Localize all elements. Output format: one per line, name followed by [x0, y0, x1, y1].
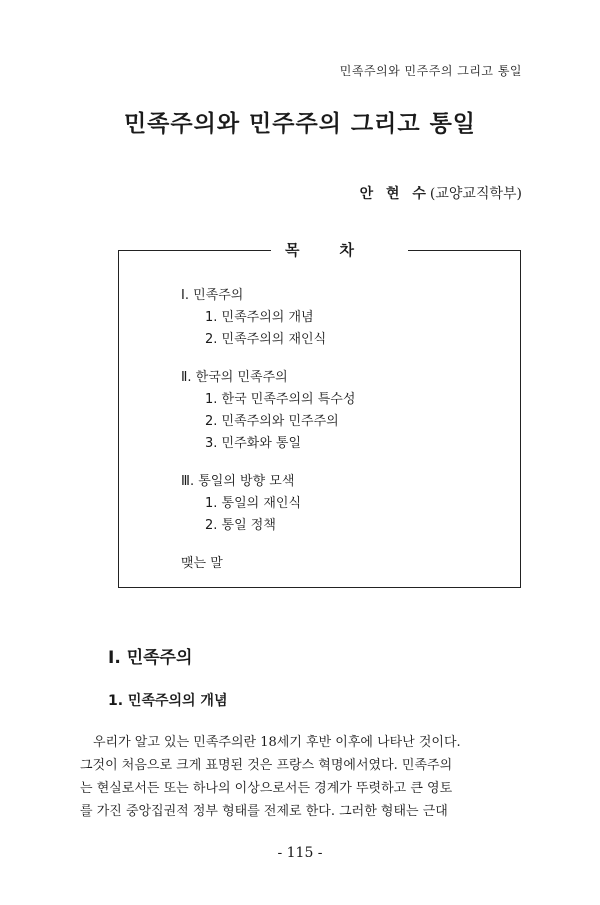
body-line: 는 현실로서든 또는 하나의 이상으로서든 경계가 뚜렷하고 큰 영토	[80, 781, 453, 796]
toc-heading	[119, 239, 520, 260]
toc-item: 2. 통일 정책	[205, 518, 276, 533]
toc-section	[181, 367, 355, 455]
toc-item: 3. 민주화와 통일	[205, 436, 302, 451]
toc-list	[181, 285, 355, 591]
subsection-heading: 1. 민족주의의 개념	[108, 693, 228, 709]
body-line: 우리가 알고 있는 민족주의란 18세기 후반 이후에 나타난 것이다.	[93, 735, 461, 750]
body-paragraph	[80, 731, 522, 823]
author-name: 안 현 수	[359, 186, 430, 202]
toc-item: 2. 민족주의와 민주주의	[205, 414, 339, 429]
toc-item: 1. 한국 민족주의의 특수성	[205, 392, 356, 407]
body-line: 를 가진 중앙집권적 정부 형태를 전제로 한다. 그러한 형태는 근대	[80, 804, 448, 819]
toc-item: 2. 민족주의의 재인식	[205, 332, 327, 347]
toc-item: 1. 통일의 재인식	[205, 496, 302, 511]
page-number: - 115 -	[277, 845, 323, 861]
document-title: 민족주의와 민주주의 그리고 통일	[123, 110, 477, 137]
table-of-contents	[118, 241, 521, 588]
toc-section-label: Ⅲ. 통일의 방향 모색	[181, 474, 295, 489]
running-header: 민족주의와 민주주의 그리고 통일	[339, 64, 522, 78]
toc-section	[181, 285, 355, 351]
body-line: 그것이 처음으로 크게 표명된 것은 프랑스 혁명에서였다. 민족주의	[80, 758, 453, 773]
toc-section	[181, 471, 355, 537]
section-heading: Ⅰ. 민족주의	[108, 648, 193, 668]
toc-closing: 맺는 말	[181, 556, 223, 571]
toc-section-label: Ⅱ. 한국의 민족주의	[181, 370, 288, 385]
author-affiliation: (교양교직학부)	[429, 186, 522, 202]
toc-section-label: Ⅰ. 민족주의	[181, 288, 244, 303]
author-line	[360, 183, 522, 203]
toc-heading-label: 목차	[271, 241, 408, 259]
toc-item: 1. 민족주의의 개념	[205, 310, 314, 325]
